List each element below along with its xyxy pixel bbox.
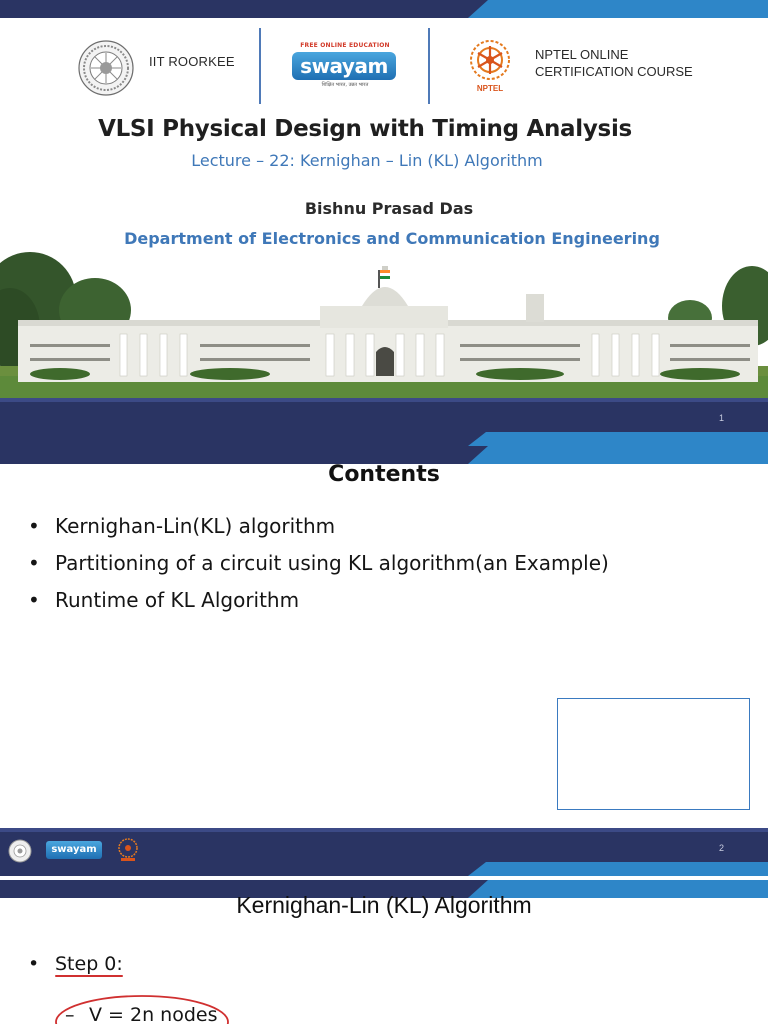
- page-number: 2: [718, 843, 724, 853]
- list-item: • Kernighan-Lin(KL) algorithm: [28, 514, 336, 538]
- institute-name: IIT ROORKEE: [149, 54, 235, 69]
- swayam-wordmark: swayam: [292, 52, 396, 80]
- sub-item-text: V = 2n nodes: [89, 1004, 218, 1024]
- step-item: • Step 0:: [28, 953, 123, 975]
- iit-roorkee-seal-icon: [8, 839, 32, 863]
- nptel-logo-icon: [464, 38, 516, 94]
- nptel-logo-label: NPTEL: [476, 84, 504, 93]
- top-ribbon: [0, 0, 768, 18]
- red-underline-annotation: [55, 975, 123, 977]
- nptel-course-text: [535, 46, 693, 80]
- logo-divider: [259, 28, 261, 104]
- contents-slide: [0, 446, 768, 880]
- step-label: Step 0:: [55, 953, 123, 975]
- slide-footer: [0, 828, 768, 876]
- sub-item: – V = 2n nodes: [65, 1004, 218, 1024]
- contents-list: [28, 508, 609, 619]
- kl-algorithm-slide: [0, 880, 768, 1024]
- contents-title: Contents: [328, 462, 440, 487]
- campus-building-image: [0, 248, 768, 398]
- department-name: Department of Electronics and Communication Engineering: [124, 229, 660, 248]
- swayam-tagline: FREE ONLINE EDUCATION: [300, 42, 390, 49]
- swayam-subtext: शिक्षित भारत, उन्नत भारत: [321, 82, 369, 88]
- author-name: Bishnu Prasad Das: [304, 199, 474, 218]
- nptel-line-2: CERTIFICATION COURSE: [535, 64, 693, 79]
- iit-roorkee-seal-icon: [78, 40, 134, 96]
- slide-footer: [0, 398, 768, 446]
- title-slide: [0, 0, 768, 446]
- course-title: VLSI Physical Design with Timing Analysis: [98, 116, 632, 142]
- list-item: • Partitioning of a circuit using KL algorithm(an Example): [28, 551, 609, 575]
- slide-title: Kernighan-Lin (KL) Algorithm: [236, 892, 532, 918]
- video-placeholder-box: [557, 698, 750, 810]
- logo-divider: [428, 28, 430, 104]
- swayam-logo: [288, 42, 402, 92]
- footer-logos: [0, 828, 160, 876]
- nptel-mini-logo-icon: [117, 837, 139, 863]
- page-number: 1: [718, 413, 724, 423]
- nptel-line-1: NPTEL ONLINE: [535, 47, 629, 62]
- swayam-mini-logo: swayam: [46, 841, 102, 859]
- list-item: • Runtime of KL Algorithm: [28, 588, 300, 612]
- logo-header: [0, 24, 768, 108]
- lecture-subtitle: Lecture – 22: Kernighan – Lin (KL) Algorithm: [191, 151, 543, 170]
